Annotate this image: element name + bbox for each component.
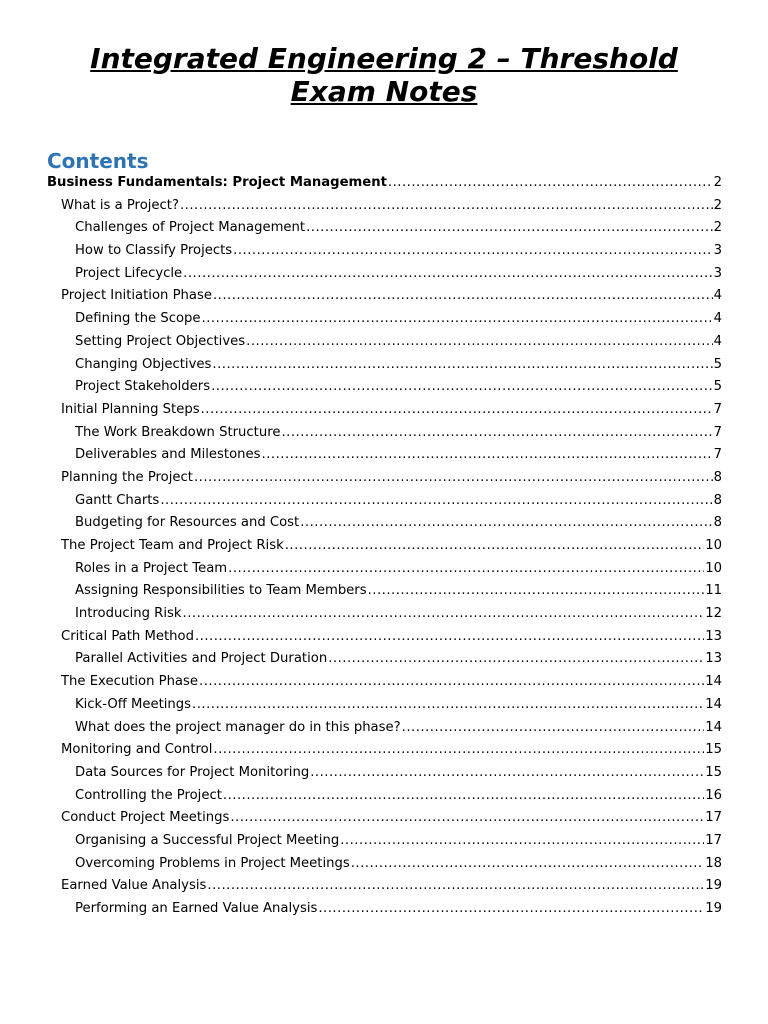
toc-dot-leader (318, 898, 704, 921)
toc-entry-title: Challenges of Project Management (75, 220, 306, 236)
toc-entry[interactable] (47, 626, 722, 649)
toc-page-number: 4 (713, 288, 722, 304)
toc-entry[interactable] (47, 217, 722, 240)
toc-entry-title: Critical Path Method (61, 628, 194, 644)
toc-entry[interactable] (47, 399, 722, 422)
toc-entry-title: Organising a Successful Project Meeting (75, 832, 340, 848)
toc-entry[interactable] (47, 785, 722, 808)
toc-page-number: 11 (705, 583, 722, 599)
toc-dot-leader (194, 467, 713, 490)
toc-dot-leader (233, 240, 712, 263)
toc-dot-leader (160, 490, 712, 513)
toc-entry-title: Business Fundamentals: Project Management (47, 175, 387, 190)
toc-dot-leader (213, 739, 704, 762)
toc-dot-leader (285, 535, 704, 558)
toc-dot-leader (213, 285, 713, 308)
toc-entry[interactable] (47, 535, 722, 558)
toc-entry-title: Planning the Project (61, 469, 193, 485)
toc-entry[interactable] (47, 830, 722, 853)
toc-entry[interactable] (47, 512, 722, 535)
toc-entry-title: The Project Team and Project Risk (61, 538, 284, 553)
toc-entry-title: Setting Project Objectives (75, 333, 246, 349)
toc-page-number: 4 (713, 333, 722, 349)
toc-page-number: 13 (705, 651, 722, 667)
toc-dot-leader (199, 671, 704, 694)
toc-page-number: 3 (713, 265, 722, 281)
toc-entry[interactable] (47, 762, 722, 785)
toc-dot-leader (207, 875, 704, 898)
toc-dot-leader (402, 717, 705, 740)
toc-dot-leader (183, 263, 712, 286)
toc-entry-title: Project Stakeholders (75, 379, 211, 395)
toc-entry-title: Gantt Charts (75, 492, 160, 508)
toc-entry-title: Parallel Activities and Project Duration (75, 651, 328, 667)
toc-dot-leader (340, 830, 704, 853)
toc-entry[interactable] (47, 853, 722, 876)
toc-page-number: 2 (713, 175, 722, 190)
toc-entry[interactable] (47, 195, 722, 218)
toc-entry-title: Defining the Scope (75, 311, 201, 327)
toc-entry-title: Introducing Risk (75, 606, 182, 622)
document-title: Integrated Engineering 2 – Threshold Exam Notes (90, 42, 678, 108)
toc-entry[interactable] (47, 490, 722, 513)
toc-dot-leader (195, 626, 704, 649)
toc-dot-leader (223, 785, 704, 808)
toc-entry-title: Changing Objectives (75, 356, 212, 372)
toc-entry-title: Budgeting for Resources and Cost (75, 515, 300, 531)
toc-entry[interactable] (47, 694, 722, 717)
toc-page-number: 7 (713, 401, 722, 417)
toc-entry-title: Controlling the Project (75, 787, 222, 803)
toc-entry[interactable] (47, 240, 722, 263)
toc-page-number: 8 (713, 492, 722, 508)
toc-entry-title: Kick-Off Meetings (75, 696, 192, 712)
toc-entry-title: Deliverables and Milestones (75, 447, 261, 463)
toc-entry-title: Data Sources for Project Monitoring (75, 764, 310, 780)
toc-dot-leader (183, 603, 705, 626)
toc-page-number: 14 (705, 696, 722, 712)
toc-entry[interactable] (47, 898, 722, 921)
toc-dot-leader (262, 444, 713, 467)
toc-dot-leader (310, 762, 704, 785)
toc-entry[interactable] (47, 717, 722, 740)
toc-entry-title: Performing an Earned Value Analysis (75, 901, 318, 916)
toc-entry-title: The Work Breakdown Structure (75, 424, 281, 440)
toc-entry-title: Monitoring and Control (61, 742, 213, 758)
toc-page-number: 3 (713, 243, 722, 259)
toc-page-number: 10 (705, 538, 722, 553)
toc-dot-leader (201, 399, 713, 422)
toc-page-number: 14 (705, 674, 722, 690)
toc-page-number: 8 (713, 469, 722, 485)
toc-entry-title: Assigning Responsibilities to Team Members (75, 583, 367, 599)
toc-entry-title: The Execution Phase (61, 674, 199, 690)
toc-dot-leader (388, 172, 713, 195)
toc-page-number: 5 (713, 356, 722, 372)
toc-entry[interactable] (47, 739, 722, 762)
toc-entry[interactable] (47, 875, 722, 898)
toc-page-number: 12 (705, 606, 722, 622)
toc-entry[interactable] (47, 376, 722, 399)
toc-entry-title: Initial Planning Steps (61, 401, 200, 417)
toc-entry[interactable] (47, 422, 722, 445)
toc-entry[interactable] (47, 603, 722, 626)
toc-dot-leader (230, 807, 704, 830)
toc-page-number: 16 (705, 787, 722, 803)
toc-page-number: 17 (705, 810, 722, 826)
toc-page-number: 13 (705, 628, 722, 644)
toc-entry-title: Conduct Project Meetings (61, 810, 230, 826)
toc-page-number: 15 (705, 764, 722, 780)
toc-dot-leader (212, 354, 712, 377)
toc-entry-title: Project Lifecycle (75, 265, 183, 281)
toc-dot-leader (180, 195, 713, 218)
toc-entry[interactable] (47, 444, 722, 467)
toc-dot-leader (306, 217, 713, 240)
toc-heading: Contents (47, 149, 149, 173)
table-of-contents (47, 172, 722, 921)
toc-page-number: 7 (713, 447, 722, 463)
toc-page-number: 2 (713, 220, 722, 236)
toc-page-number: 14 (705, 719, 722, 735)
toc-page-number: 2 (713, 197, 722, 213)
toc-entry-title: What does the project manager do in this phase? (75, 719, 401, 735)
toc-entry-title: Earned Value Analysis (61, 878, 207, 894)
toc-entry[interactable] (47, 285, 722, 308)
toc-entry-title: Roles in a Project Team (75, 560, 228, 576)
toc-entry-title: Project Initiation Phase (61, 288, 212, 304)
toc-dot-leader (328, 648, 704, 671)
toc-entry[interactable] (47, 263, 722, 286)
toc-page-number: 18 (705, 855, 722, 871)
toc-entry[interactable] (47, 354, 722, 377)
toc-entry[interactable] (47, 467, 722, 490)
toc-dot-leader (368, 580, 705, 603)
toc-entry-title: How to Classify Projects (75, 243, 233, 259)
toc-dot-leader (202, 308, 713, 331)
toc-entry[interactable] (47, 580, 722, 603)
toc-entry[interactable] (47, 172, 722, 195)
toc-page-number: 19 (705, 878, 722, 894)
toc-entry[interactable] (47, 331, 722, 354)
toc-dot-leader (246, 331, 712, 354)
toc-page-number: 8 (713, 515, 722, 531)
toc-dot-leader (228, 558, 704, 581)
toc-page-number: 15 (705, 742, 722, 758)
toc-dot-leader (281, 422, 712, 445)
toc-page-number: 17 (705, 832, 722, 848)
toc-entry-title: What is a Project? (61, 197, 179, 213)
toc-dot-leader (211, 376, 713, 399)
toc-entry-title: Overcoming Problems in Project Meetings (75, 855, 350, 871)
toc-entry[interactable] (47, 648, 722, 671)
toc-page-number: 19 (705, 901, 722, 916)
toc-page-number: 5 (713, 379, 722, 395)
toc-page-number: 7 (713, 424, 722, 440)
toc-entry[interactable] (47, 558, 722, 581)
toc-dot-leader (300, 512, 712, 535)
toc-entry[interactable] (47, 807, 722, 830)
toc-page-number: 10 (705, 560, 722, 576)
toc-entry[interactable] (47, 671, 722, 694)
toc-dot-leader (351, 853, 704, 876)
toc-dot-leader (192, 694, 704, 717)
toc-page-number: 4 (713, 311, 722, 327)
toc-entry[interactable] (47, 308, 722, 331)
